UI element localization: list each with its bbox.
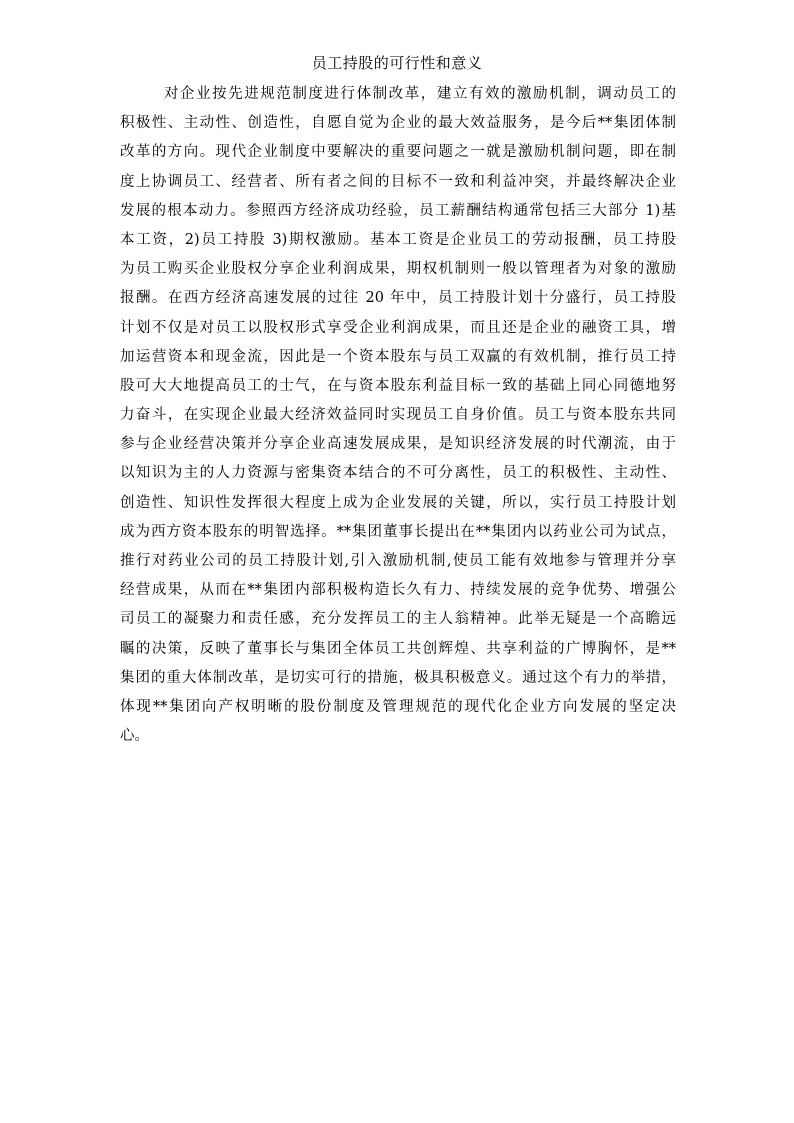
paragraph-line: 心。 xyxy=(120,728,149,745)
document-body xyxy=(120,80,676,751)
paragraph-line: 经营成果，从而在**集团内部积极构造长久有力、持续发展的竞争优势、增强公 xyxy=(120,582,676,599)
paragraph-line: 计划不仅是对员工以股权形式享受企业利润成果，而且还是企业的融资工具，增 xyxy=(120,319,676,336)
paragraph-line: 加运营资本和现金流，因此是一个资本股东与员工双赢的有效机制，推行员工持 xyxy=(120,348,676,365)
paragraph-line: 发展的根本动力。参照西方经济成功经验，员工薪酬结构通常包括三大部分 1)基 xyxy=(120,202,676,219)
paragraph-line: 对企业按先进规范制度进行体制改革，建立有效的激励机制，调动员工的 xyxy=(164,86,676,102)
paragraph-line: 参与企业经营决策并分享企业高速发展成果，是知识经济发展的时代潮流，由于 xyxy=(120,436,676,453)
paragraph-line: 体现**集团向产权明晰的股份制度及管理规范的现代化企业方向发展的坚定决 xyxy=(120,698,676,715)
paragraph-line: 推行对药业公司的员工持股计划,引入激励机制,使员工能有效地参与管理并分享 xyxy=(120,553,676,569)
paragraph-line: 以知识为主的人力资源与密集资本结合的不可分离性，员工的积极性、主动性、 xyxy=(120,465,676,482)
paragraph-line: 改革的方向。现代企业制度中要解决的重要问题之一就是激励机制问题，即在制 xyxy=(120,144,676,161)
paragraph-line: 本工资，2)员工持股 3)期权激励。基本工资是企业员工的劳动报酬，员工持股 xyxy=(120,231,676,248)
paragraph-line: 力奋斗，在实现企业最大经济效益同时实现员工自身价值。员工与资本股东共同 xyxy=(120,407,676,424)
paragraph-line: 报酬。在西方经济高速发展的过往 20 年中，员工持股计划十分盛行，员工持股 xyxy=(120,290,676,307)
paragraph-line: 司员工的凝聚力和责任感，充分发挥员工的主人翁精神。此举无疑是一个高瞻远 xyxy=(120,611,676,628)
paragraph-line: 股可大大地提高员工的士气，在与资本股东利益目标一致的基础上同心同德地努 xyxy=(120,377,676,394)
paragraph-line: 瞩的决策，反映了董事长与集团全体员工共创辉煌、共享利益的广博胸怀，是** xyxy=(120,640,676,657)
paragraph-line: 为员工购买企业股权分享企业利润成果，期权机制则一般以管理者为对象的激励 xyxy=(120,261,676,278)
paragraph-line: 度上协调员工、经营者、所有者之间的目标不一致和利益冲突，并最终解决企业 xyxy=(120,173,676,190)
paragraph-line: 积极性、主动性、创造性，自愿自觉为企业的最大效益服务，是今后**集团体制 xyxy=(120,115,676,132)
document-title: 员工持股的可行性和意义 xyxy=(311,54,483,72)
paragraph-line: 集团的重大体制改革，是切实可行的措施，极具积极意义。通过这个有力的举措， xyxy=(120,669,676,686)
paragraph-line: 创造性、知识性发挥很大程度上成为企业发展的关键，所以，实行员工持股计划 xyxy=(120,494,676,511)
paragraph-line: 成为西方资本股东的明智选择。**集团董事长提出在**集团内以药业公司为试点， xyxy=(120,523,676,540)
